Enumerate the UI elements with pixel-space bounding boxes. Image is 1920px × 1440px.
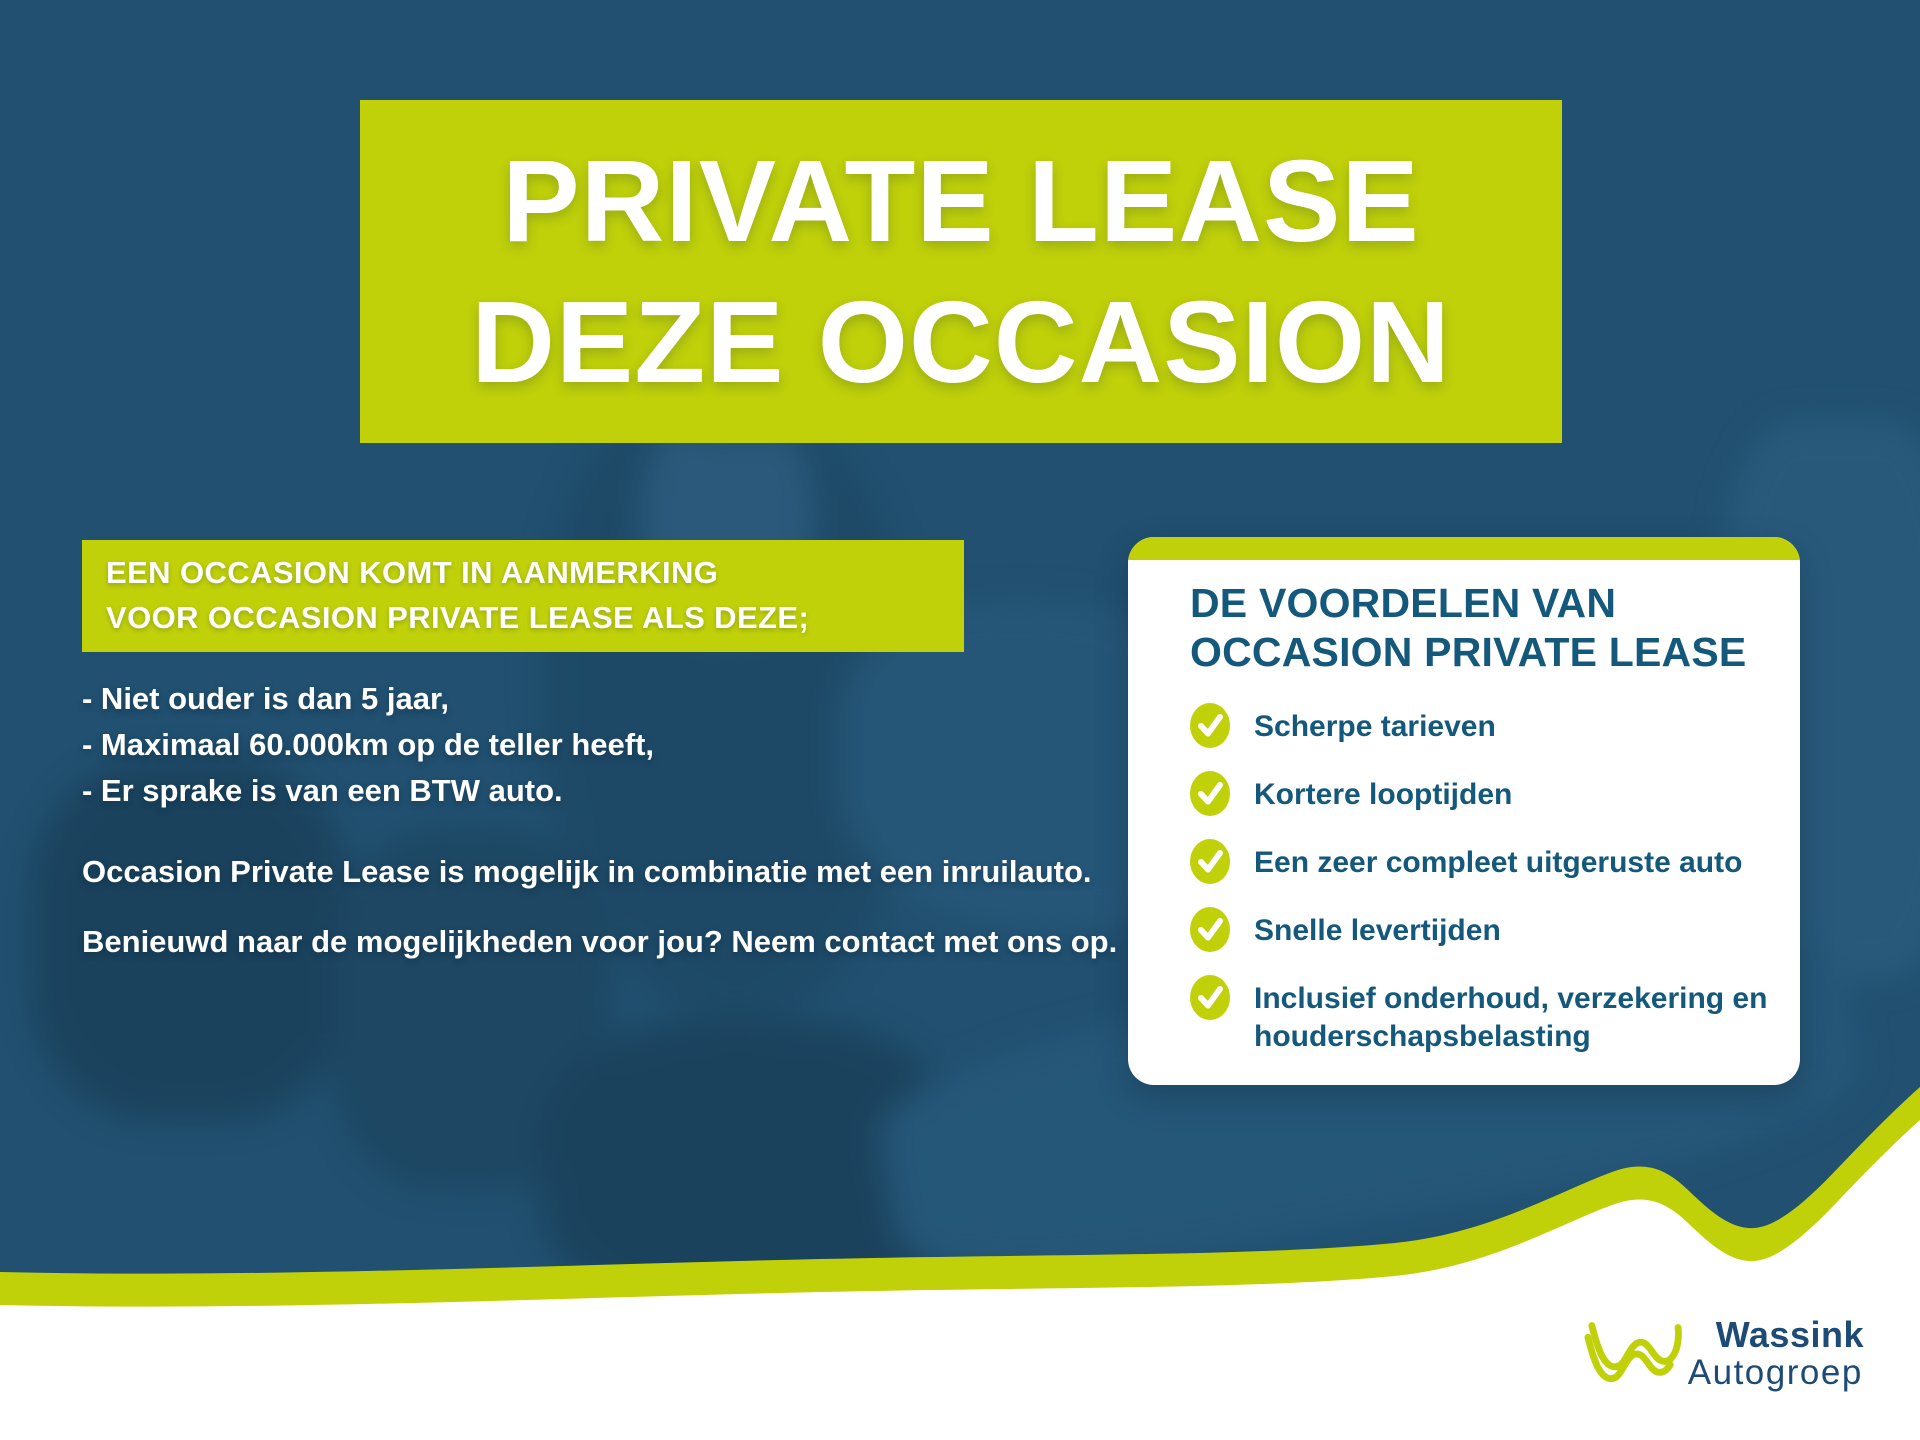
eligibility-banner-line2: VOOR OCCASION PRIVATE LEASE ALS DEZE; [106, 600, 810, 635]
benefits-title-line1: DE VOORDELEN VAN [1190, 580, 1617, 626]
benefit-label: Inclusief onderhoud, verzekering en houderschapsbelasting [1254, 982, 1768, 1053]
benefit-item [1190, 839, 1800, 884]
check-icon [1190, 771, 1230, 816]
logo-text [1687, 1314, 1864, 1392]
hero-title-line2: DEZE OCCASION [471, 276, 1451, 407]
eligibility-bullet: - Er sprake is van een BTW auto. [82, 773, 563, 808]
benefit-label: Snelle levertijden [1254, 914, 1501, 948]
check-icon [1190, 703, 1230, 748]
wassink-autogroep-logo [1584, 1314, 1864, 1392]
tradein-note: Occasion Private Lease is mogelijk in combinatie met een inruilauto. [82, 854, 1092, 889]
benefit-item [1190, 771, 1800, 816]
logo-name: Wassink [1715, 1314, 1864, 1355]
benefit-label: Scherpe tarieven [1254, 710, 1496, 744]
benefit-list [1190, 703, 1800, 1055]
card-accent-bar [1128, 537, 1800, 560]
check-icon [1190, 907, 1230, 952]
benefit-item [1190, 907, 1800, 952]
contact-cta: Benieuwd naar de mogelijkheden voor jou? Neem contact met ons op. [82, 924, 1118, 959]
eligibility-bullet: - Niet ouder is dan 5 jaar, [82, 681, 449, 716]
benefit-label: Kortere looptijden [1254, 778, 1513, 812]
benefit-label: Een zeer compleet uitgeruste auto [1254, 846, 1743, 880]
check-icon [1190, 975, 1230, 1020]
benefits-card [1128, 537, 1800, 1085]
wassink-logo-icon [1584, 1321, 1682, 1385]
benefits-title-line2: OCCASION PRIVATE LEASE [1190, 629, 1747, 676]
benefit-item [1190, 703, 1800, 748]
eligibility-bullet: - Maximaal 60.000km op de teller heeft, [82, 727, 655, 762]
eligibility-banner [82, 540, 964, 652]
logo-subname: Autogroep [1687, 1353, 1863, 1392]
benefits-card-title [1190, 579, 1800, 677]
eligibility-bullet-list [82, 676, 654, 814]
benefit-item [1190, 975, 1800, 1055]
hero-title-banner [360, 100, 1562, 443]
eligibility-banner-line1: EEN OCCASION KOMT IN AANMERKING [106, 555, 719, 591]
hero-title-line1: PRIVATE LEASE [502, 136, 1420, 267]
check-icon [1190, 839, 1230, 884]
